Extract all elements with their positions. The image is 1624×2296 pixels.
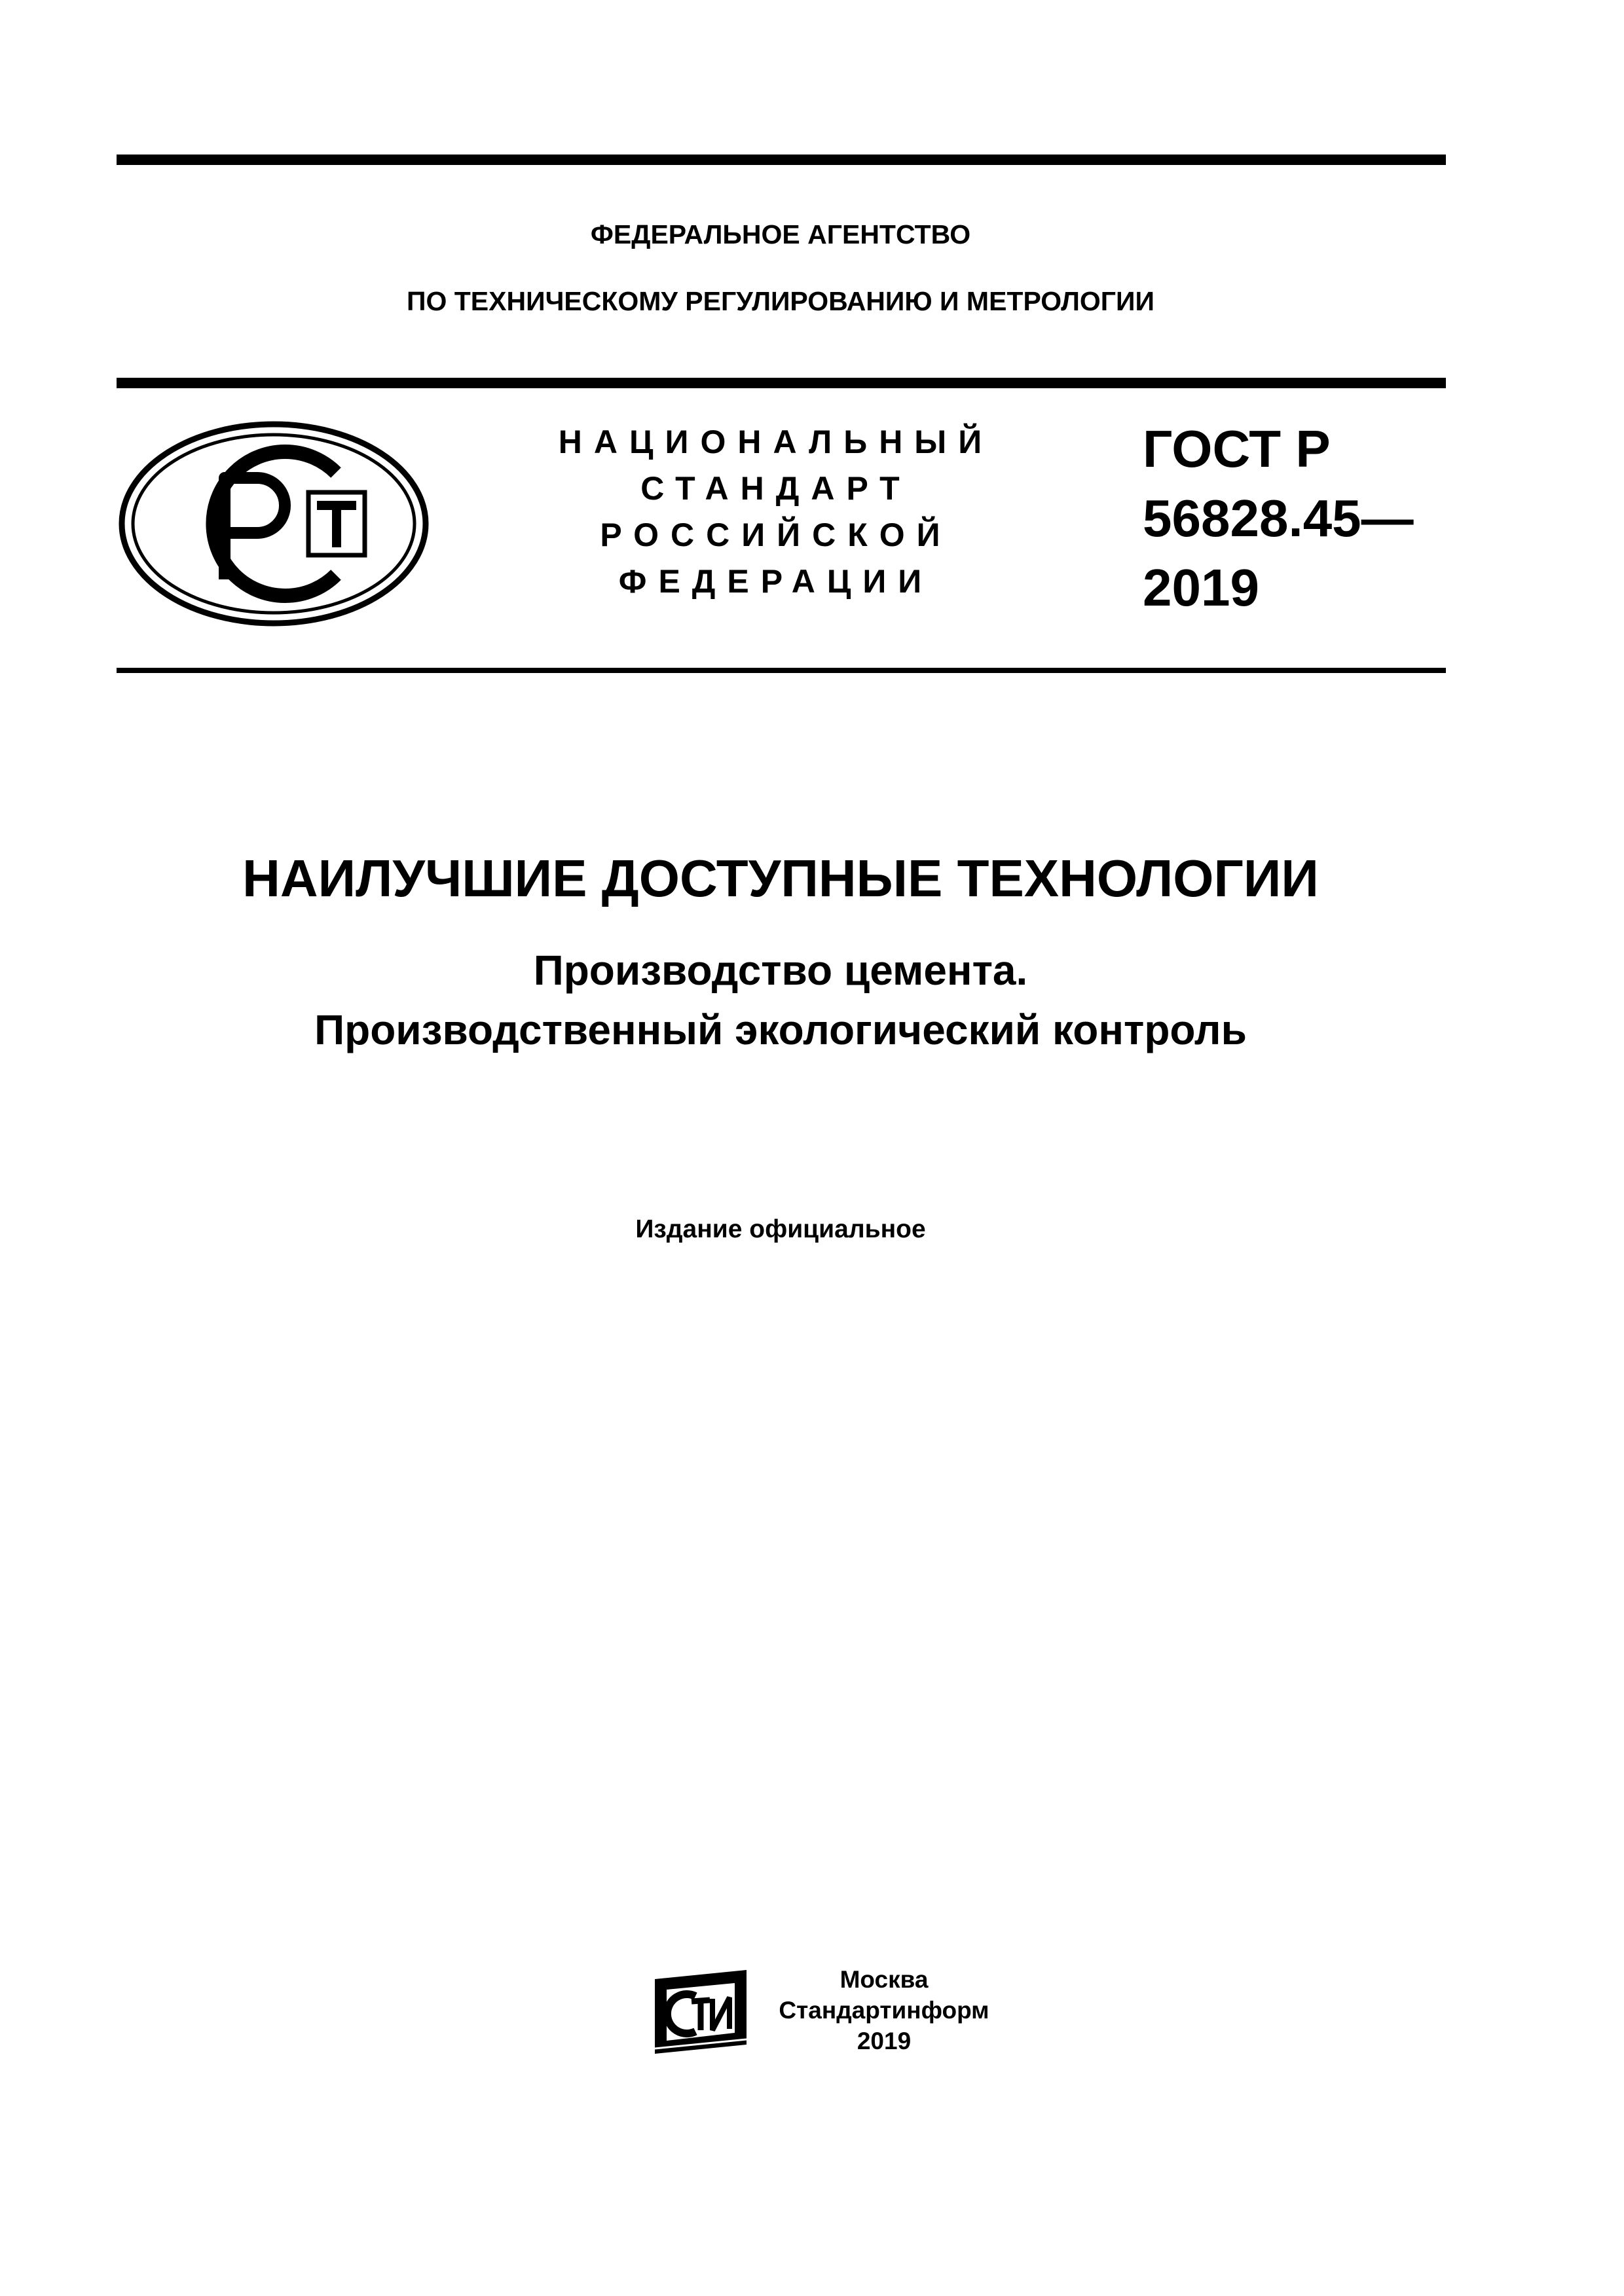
gost-designation-line-3: 2019 xyxy=(1143,558,1259,617)
national-standard-line-3: РОССИЙСКОЙ xyxy=(600,517,952,553)
rst-certification-logo-icon xyxy=(117,419,431,629)
standard-block-top-rule xyxy=(117,378,1446,388)
standard-block-bottom-rule xyxy=(117,668,1446,673)
national-standard-line-4: ФЕДЕРАЦИИ xyxy=(618,563,934,600)
publisher-city: Москва xyxy=(840,1966,929,1993)
document-main-title: НАИЛУЧШИЕ ДОСТУПНЫЕ ТЕХНОЛОГИИ xyxy=(242,849,1319,907)
edition-label: Издание официальное xyxy=(635,1215,926,1243)
agency-line-1: ФЕДЕРАЛЬНОЕ АГЕНТСТВО xyxy=(590,219,971,249)
top-rule xyxy=(117,155,1446,165)
document-subtitle-line-2: Производственный экологический контроль xyxy=(314,1006,1247,1053)
national-standard-line-1: НАЦИОНАЛЬНЫЙ xyxy=(558,424,994,460)
document-subtitle-line-1: Производство цемента. xyxy=(533,947,1028,994)
gost-designation-line-1: ГОСТ Р xyxy=(1143,420,1331,478)
agency-line-2: ПО ТЕХНИЧЕСКОМУ РЕГУЛИРОВАНИЮ И МЕТРОЛОГИИ xyxy=(407,286,1154,316)
publisher-year: 2019 xyxy=(857,2028,912,2054)
national-standard-line-2: СТАНДАРТ xyxy=(640,470,912,507)
gost-designation-line-2: 56828.45— xyxy=(1143,489,1414,547)
publisher-name: Стандартинформ xyxy=(779,1997,989,2024)
